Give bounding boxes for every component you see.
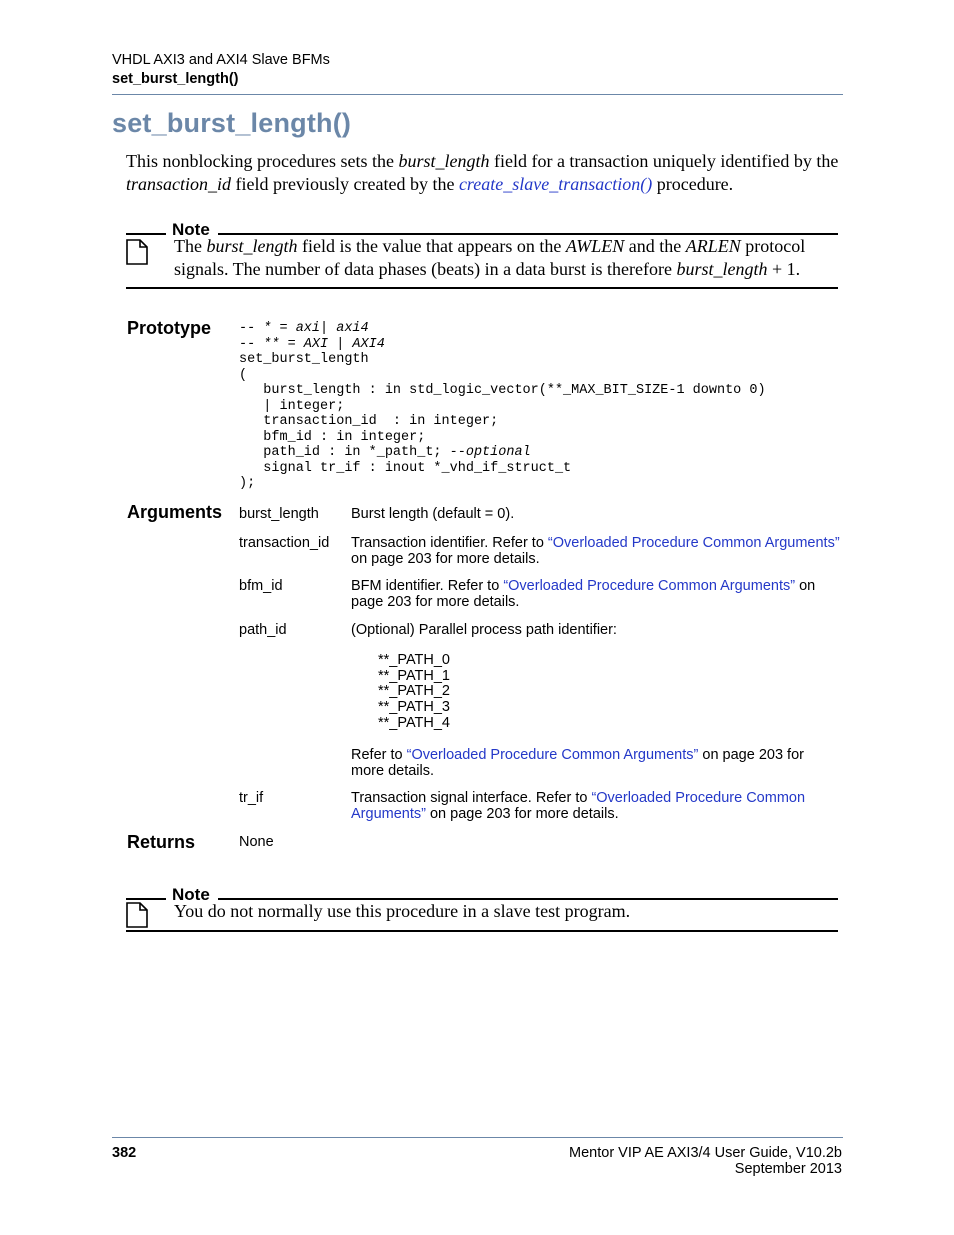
prototype-label: Prototype — [127, 318, 212, 338]
note-page-icon — [126, 239, 148, 265]
arg-name-tr-if: tr_if — [239, 790, 264, 806]
path-value: **_PATH_1 — [378, 667, 450, 684]
create-slave-transaction-link[interactable]: create_slave_transaction() — [458, 173, 653, 194]
footer-date: September 2013 — [734, 1161, 842, 1177]
note-label: Note — [172, 220, 214, 240]
code-line: | integer; — [239, 398, 345, 414]
intro-text: field for a transaction uniquely identified by the — [489, 151, 839, 171]
intro-field-burst-length: burst_length — [398, 151, 490, 171]
arg-desc-bfm-id — [351, 578, 841, 610]
arg-desc-text: on page 203 for more details. — [351, 551, 540, 567]
arg-desc-text: Transaction identifier. Refer to — [351, 535, 548, 551]
note-field-burst-length: burst_length — [676, 258, 768, 279]
intro-text: field previously created by the — [231, 173, 459, 194]
arg-desc-burst-length: Burst length (default = 0). — [351, 506, 515, 522]
intro-text: This nonblocking procedures sets the — [126, 151, 399, 171]
note-signal-awlen: AWLEN — [565, 236, 625, 256]
note-signal-arlen: ARLEN — [685, 236, 741, 256]
code-line: burst_length : in std_logic_vector(**_MAX_BIT_SIZE-1 downto 0) — [239, 383, 766, 398]
footer-rule — [112, 1137, 843, 1138]
code-line: signal tr_if : inout *_vhd_if_struct_t — [239, 460, 572, 476]
prototype-code — [239, 321, 766, 492]
intro-text: procedure. — [652, 173, 734, 194]
arg-desc-text: Transaction signal interface. Refer to — [351, 790, 592, 806]
code-line: bfm_id : in integer; — [239, 429, 426, 445]
intro-field-transaction-id: transaction_id — [126, 173, 232, 194]
returns-label: Returns — [127, 832, 196, 852]
overloaded-args-link[interactable]: “Overloaded Procedure Common Arguments” — [547, 535, 840, 551]
note-box — [126, 220, 838, 289]
code-comment: -- ** = AXI | AXI4 — [239, 336, 385, 352]
path-id-values — [378, 653, 450, 732]
code-line: transaction_id : in integer; — [239, 414, 499, 429]
arg-desc-transaction-id — [351, 535, 841, 567]
overloaded-args-link[interactable]: “Overloaded Procedure Common Arguments” — [351, 790, 806, 822]
arg-desc-text: on page 203 for more details. — [351, 747, 804, 779]
note-bottom-rule — [126, 287, 838, 289]
overloaded-args-link[interactable]: “Overloaded Procedure Common Arguments” — [503, 578, 796, 594]
note-text-run: The — [174, 236, 207, 256]
path-value: **_PATH_3 — [378, 699, 450, 716]
arg-name-transaction-id: transaction_id — [239, 535, 330, 551]
note-text-run: field is the value that appears on the — [297, 236, 566, 256]
note-text-run: and the — [624, 236, 686, 256]
overloaded-args-link[interactable]: “Overloaded Procedure Common Arguments” — [406, 747, 699, 763]
code-line: set_burst_length — [239, 352, 369, 367]
arg-desc-text: Refer to — [351, 747, 407, 763]
arg-desc-text: on page 203 for more details. — [351, 578, 816, 610]
arg-desc-tr-if — [351, 790, 841, 822]
arg-desc-text: on page 203 for more details. — [425, 806, 619, 822]
note-text-run: + 1. — [767, 258, 801, 279]
code-line: ); — [239, 476, 256, 491]
page-number: 382 — [112, 1145, 137, 1161]
returns-value: None — [239, 834, 274, 850]
path-value: **_PATH_4 — [378, 714, 450, 731]
running-header-section: VHDL AXI3 and AXI4 Slave BFMs — [112, 52, 330, 68]
note-text — [174, 235, 838, 280]
note-field-burst-length: burst_length — [206, 236, 298, 256]
header-rule — [112, 94, 843, 95]
arg-name-path-id: path_id — [239, 622, 287, 638]
arg-desc-path-id: (Optional) Parallel process path identifier: — [351, 622, 617, 638]
arg-name-bfm-id: bfm_id — [239, 578, 283, 594]
arg-name-burst-length: burst_length — [239, 506, 319, 522]
note-page-icon — [126, 902, 148, 928]
note-rule-left — [126, 233, 166, 235]
page-title: set_burst_length() — [112, 108, 352, 138]
arg-desc-text: BFM identifier. Refer to — [351, 578, 504, 594]
running-header-topic: set_burst_length() — [112, 71, 239, 87]
note-rule-left — [126, 898, 166, 900]
arg-desc-path-id-refer — [351, 747, 841, 779]
path-value: **_PATH_0 — [378, 652, 450, 668]
note-box — [126, 885, 838, 932]
code-comment: -- * = axi| axi4 — [239, 321, 369, 336]
footer-guide-title: Mentor VIP AE AXI3/4 User Guide, V10.2b — [569, 1145, 842, 1161]
path-value: **_PATH_2 — [378, 683, 450, 700]
arguments-label: Arguments — [127, 502, 223, 522]
code-comment: optional — [465, 445, 531, 460]
note-text-run: protocol signals. The number of data phases (beats) in a data burst is therefore — [174, 236, 806, 279]
note-label: Note — [172, 885, 214, 905]
footer-guide-info — [569, 1145, 842, 1177]
code-line: ( — [239, 367, 248, 383]
note-bottom-rule — [126, 930, 838, 932]
intro-paragraph — [126, 150, 842, 195]
note-text: You do not normally use this procedure in a slave test program. — [174, 901, 631, 921]
code-line: path_id : in *_path_t; -- — [239, 445, 466, 460]
